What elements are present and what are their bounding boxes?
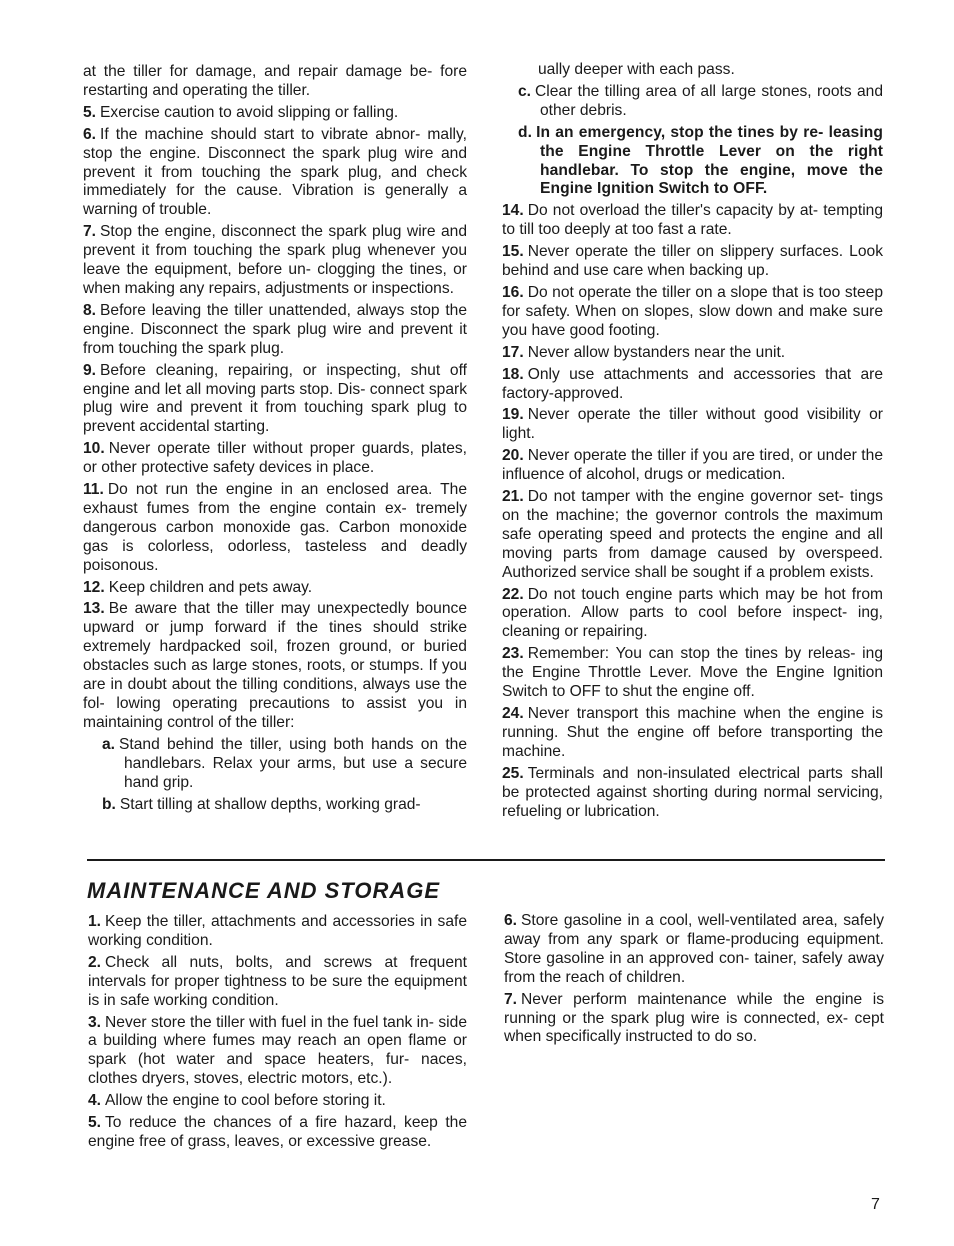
item-text: Do not run the engine in an enclosed area. The exhaust fumes from the engine contain ex- tremely dangerous carbon monoxide gas. Carbon monoxide gas is colorless, odorless, tasteless and deadly poisonous.: [83, 481, 467, 574]
item-text: Terminals and non-insulated electrical parts shall be protected against shorting during normal servicing, refueling or lubrication.: [502, 764, 883, 820]
item-number: 7.: [83, 223, 97, 241]
item-text: Store gasoline in a cool, well-ventilated area, safely away from any spark or flame-producing equipment. Store gasoline in an approved con- tainer, safely away from the reach of children.: [504, 912, 884, 986]
item-text: Do not touch engine parts which may be hot from operation. Allow parts to cool before inspect- ing, cleaning or repairing.: [502, 585, 883, 641]
item-number: 6.: [504, 912, 518, 929]
item-number: 5.: [83, 103, 97, 121]
item-number: 10.: [83, 440, 105, 458]
item-text: Do not overload the tiller's capacity by at- tempting to till too deeply at too fast a rate.: [502, 202, 883, 239]
item-text: Never store the tiller with fuel in the fuel tank in- side a building where fumes may reach an open flame or spark (hot water and space heaters, fur- naces, clothes dryers, stoves, electric motors, etc.).: [88, 1013, 467, 1088]
item-number: 1.: [88, 913, 102, 930]
sub-list-item: [83, 796, 467, 815]
item-text: Never transport this machine when the engine is running. Shut the engine off before transporting the machine.: [502, 705, 883, 760]
sub-list-item: [502, 83, 883, 121]
left-column: [83, 63, 467, 817]
item-number: 16.: [502, 283, 524, 301]
sub-item-letter: c.: [518, 82, 532, 100]
list-item: [88, 1092, 467, 1111]
list-item: [83, 126, 467, 221]
list-item: [502, 645, 883, 702]
list-item: [83, 481, 467, 576]
list-item: [83, 362, 467, 438]
section-title: MAINTENANCE AND STORAGE: [87, 878, 441, 903]
item-number: 15.: [502, 243, 524, 261]
item-number: 3.: [88, 1013, 102, 1031]
sub-item-letter: b.: [102, 795, 116, 813]
list-item: [502, 202, 883, 240]
list-item: [502, 488, 883, 583]
sub-item-text: Clear the tilling area of all large stones, roots and other debris.: [535, 82, 883, 119]
item-number: 20.: [502, 447, 524, 465]
item-number: 25.: [502, 764, 524, 782]
item-number: 24.: [502, 705, 524, 722]
maintenance-right-column: [504, 912, 884, 1050]
item-number: 21.: [502, 488, 524, 506]
item-text: Never allow bystanders near the unit.: [527, 343, 786, 361]
list-item: [83, 579, 467, 598]
item-number: 12.: [83, 578, 105, 596]
item-text: Stop the engine, disconnect the spark plug wire and prevent it from touching the spark plug whenever you leave the equipment, before un- clogging the tines, or when making any repairs, adjustments or inspections.: [83, 223, 467, 297]
list-item: [88, 913, 467, 951]
item-text: Before leaving the tiller unattended, always stop the engine. Disconnect the spark plug wire and prevent it from touching the spark plug.: [83, 301, 467, 357]
maintenance-left-column: [88, 913, 467, 1155]
item-number: 2.: [88, 953, 102, 971]
right-continuation: ually deeper with each pass.: [538, 61, 735, 78]
item-number: 18.: [502, 365, 524, 383]
item-text: Check all nuts, bolts, and screws at frequent intervals for proper tightness to be sure the equipment is in safe working condition.: [88, 953, 467, 1009]
item-text: Keep the tiller, attachments and accessories in safe working condition.: [88, 913, 467, 949]
item-text: To reduce the chances of a fire hazard, keep the engine free of grass, leaves, or excessive grease.: [88, 1114, 467, 1150]
item-text: Before cleaning, repairing, or inspecting, shut off engine and let all moving parts stop. Dis- connect spark plug wire and prevent it from touching spark plug to prevent accidental starting.: [83, 361, 467, 436]
list-item: [83, 302, 467, 359]
list-item: [502, 344, 883, 363]
item-text: Do not tamper with the engine governor set- tings on the machine; the governor controls the maximum safe operating speed and protects the engine and all moving parts from damage caused by overspeed. Authorized service shall be sought if a problem exists.: [502, 488, 883, 581]
item-number: 17.: [502, 343, 524, 361]
item-number: 7.: [504, 990, 518, 1008]
item-text: Exercise caution to avoid slipping or falling.: [100, 103, 399, 121]
list-item: [83, 223, 467, 299]
sub-item-text: Stand behind the tiller, using both hands on the handlebars. Relax your arms, but use a secure hand grip.: [119, 735, 467, 791]
item-text: If the machine should start to vibrate abnor- mally, stop the engine. Disconnect the spark plug wire and prevent it from touching the spark plug, and check immediately for the cause. Vibration is generally a warning of trouble.: [83, 125, 467, 219]
item-number: 6.: [83, 125, 97, 143]
page-number: 7: [871, 1196, 880, 1213]
item-text: Be aware that the tiller may unexpectedly bounce upward or jump forward if the tines should strike extremely hardpacked soil, frozen ground, or buried obstacles such as large stones, roots, or stumps. If you are in doubt about the tilling conditions, always use the fol- lowing operating precautions to assist you in maintaining control of the tiller:: [83, 600, 467, 731]
list-item: [502, 406, 883, 444]
list-item: [502, 447, 883, 485]
item-number: 4.: [88, 1092, 102, 1110]
list-item: [502, 705, 883, 762]
sub-item-letter: a.: [102, 735, 116, 753]
item-text: Only use attachments and accessories that are factory-approved.: [502, 365, 883, 402]
list-item: [88, 1114, 467, 1152]
item-number: 22.: [502, 585, 524, 603]
list-item: [502, 586, 883, 643]
sub-item-text: Start tilling at shallow depths, working grad-: [119, 795, 421, 813]
item-text: Allow the engine to cool before storing it.: [105, 1092, 386, 1110]
sub-list-item: [83, 736, 467, 793]
item-text: Never operate tiller without proper guards, plates, or other protective safety devices in place.: [83, 440, 467, 477]
list-item: [502, 366, 883, 404]
item-number: 8.: [83, 301, 97, 319]
item-text: Keep children and pets away.: [108, 578, 313, 596]
item-number: 11.: [83, 481, 104, 499]
list-item: [502, 284, 883, 341]
emergency-warning: [502, 124, 883, 200]
left-continuation: at the tiller for damage, and repair damage be- fore restarting and operating the tiller.: [83, 63, 467, 99]
sub-item-letter: d.: [518, 123, 533, 141]
section-divider: [87, 859, 885, 861]
list-item: [502, 243, 883, 281]
list-item: [83, 440, 467, 478]
item-text: Remember: You can stop the tines by releas- ing the Engine Throttle Lever. Move the Engine Ignition Switch to OFF to shut the engine off.: [502, 645, 883, 701]
sub-item-text: In an emergency, stop the tines by re- leasing the Engine Throttle Lever on the right handlebar. To stop the engine, move the Engine Ignition Switch to OFF.: [536, 123, 883, 198]
list-item: [83, 600, 467, 732]
item-text: Do not operate the tiller on a slope that is too steep for safety. When on slopes, slow down and make sure you have good footing.: [502, 283, 883, 339]
item-number: 23.: [502, 645, 524, 663]
item-number: 13.: [83, 600, 105, 618]
item-text: Never operate the tiller on slippery surfaces. Look behind and use care when backing up.: [502, 243, 883, 280]
list-item: [83, 104, 467, 123]
item-text: Never operate the tiller without good visibility or light.: [502, 406, 883, 443]
list-item: [504, 991, 884, 1048]
item-number: 19.: [502, 406, 524, 424]
list-item: [88, 1014, 467, 1090]
right-column: [502, 61, 883, 824]
list-item: [504, 912, 884, 988]
item-text: Never operate the tiller if you are tired, or under the influence of alcohol, drugs or medication.: [502, 447, 883, 484]
item-text: Never perform maintenance while the engine is running or the spark plug wire is connected, ex- cept when specifically instructed to do so.: [504, 990, 884, 1046]
item-number: 14.: [502, 202, 524, 220]
item-number: 9.: [83, 361, 97, 379]
list-item: [502, 765, 883, 822]
list-item: [88, 954, 467, 1011]
item-number: 5.: [88, 1114, 102, 1132]
